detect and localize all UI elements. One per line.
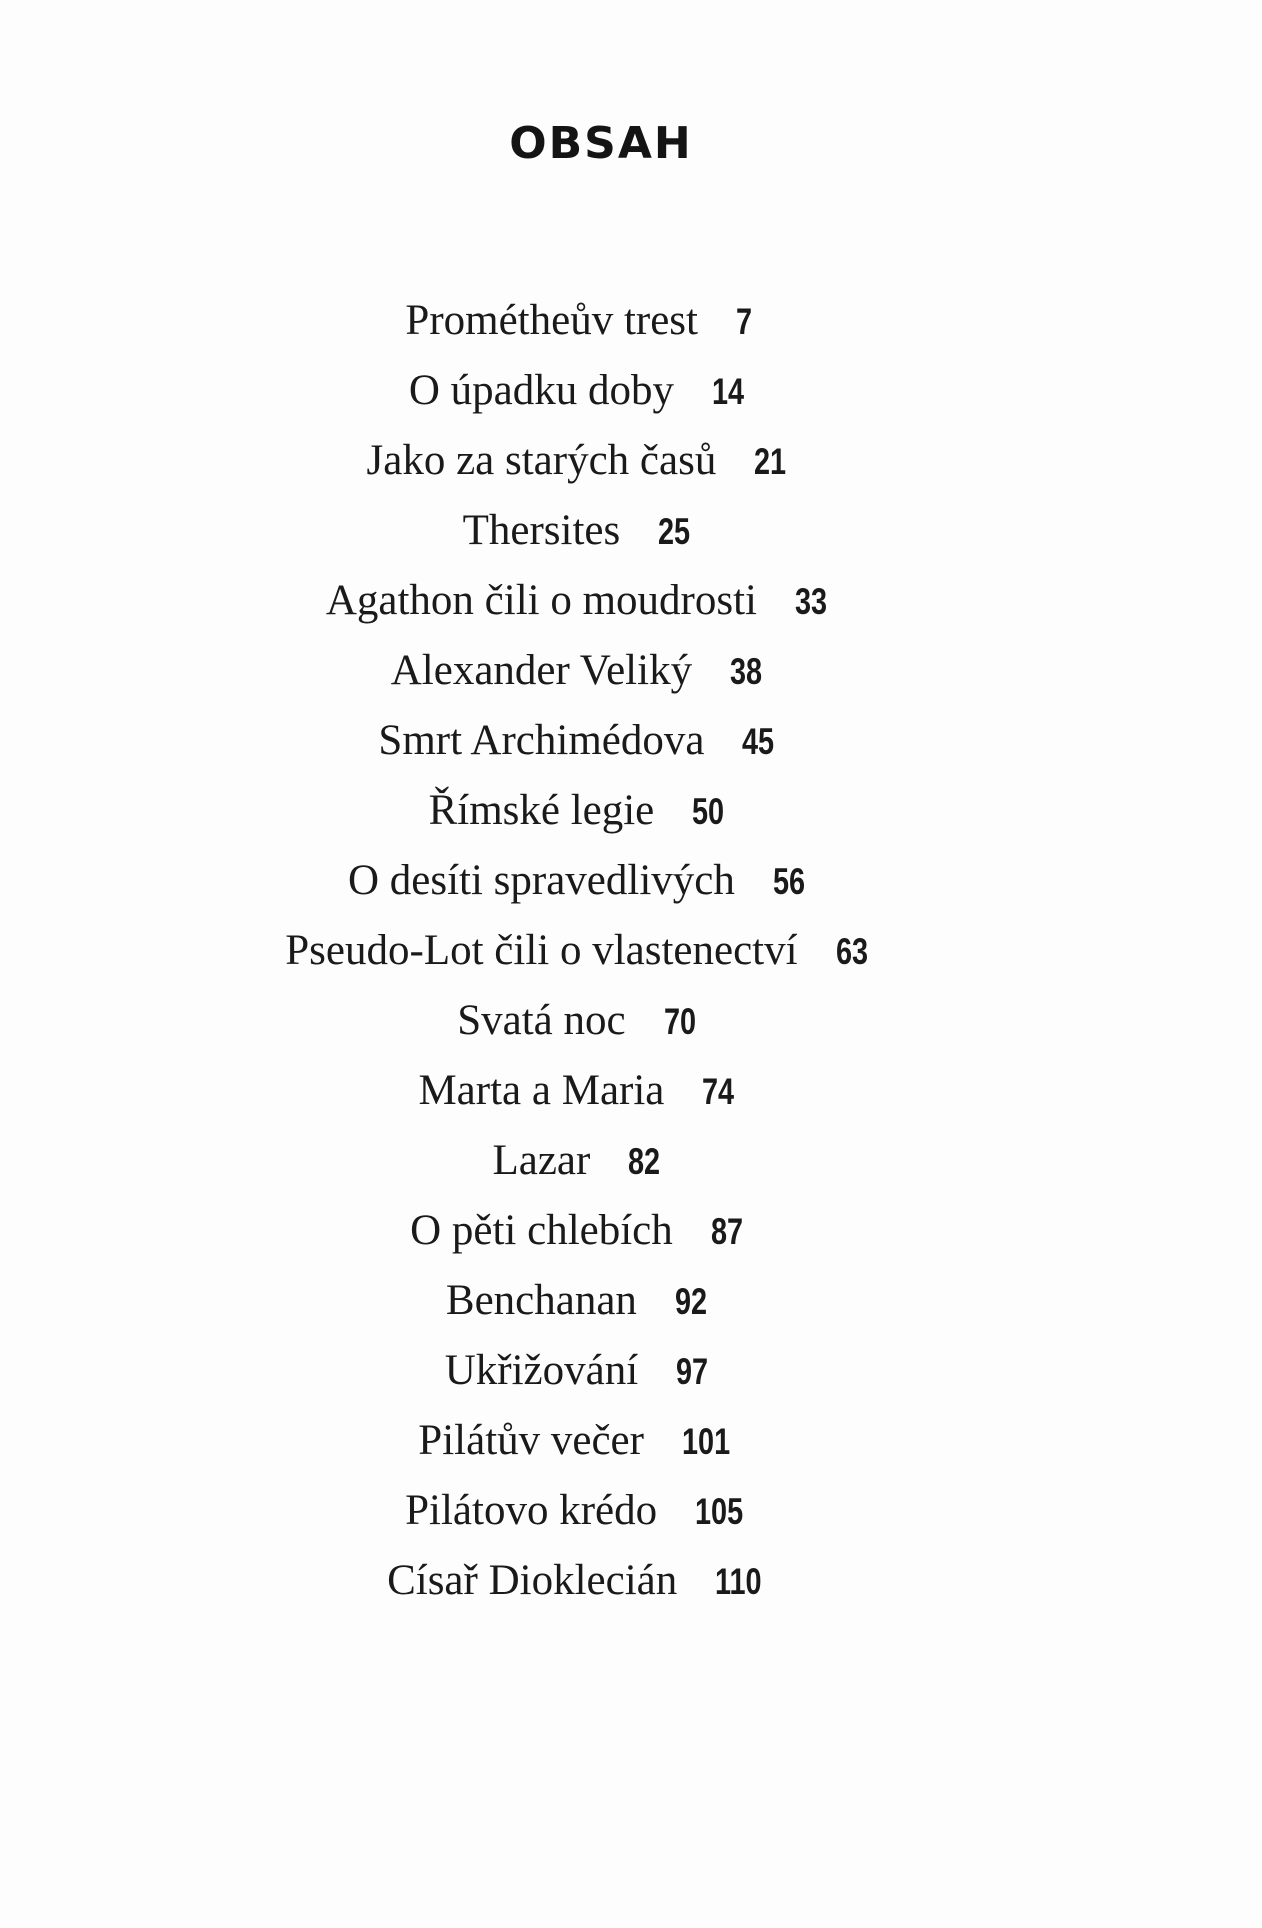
entry-page-number: 101 xyxy=(681,1421,731,1462)
page-title: OBSAH xyxy=(509,118,693,169)
entry-page-number: 87 xyxy=(710,1211,743,1252)
entry-page-number: 25 xyxy=(658,511,691,552)
entry-title: Pilátův večer xyxy=(418,1417,644,1464)
entry-title: Ukřižování xyxy=(444,1347,639,1394)
entry-page-number: 97 xyxy=(676,1351,709,1392)
entry-page-number: 63 xyxy=(835,931,868,972)
entry-title: Smrt Archimédova xyxy=(378,717,705,764)
entry-title: Marta a Maria xyxy=(418,1067,665,1114)
toc-entry[interactable] xyxy=(0,1066,1262,1136)
toc-entry[interactable] xyxy=(0,716,1262,786)
entry-title: Agathon čili o moudrosti xyxy=(325,577,757,624)
entry-title: Pseudo-Lot čili o vlastenectví xyxy=(285,927,798,974)
toc-entry[interactable] xyxy=(0,926,1262,996)
entry-page-number: 45 xyxy=(742,721,775,762)
entry-page-number: 33 xyxy=(795,581,828,622)
toc-entry[interactable] xyxy=(0,1486,1262,1556)
entry-page-number: 21 xyxy=(754,441,787,482)
toc-entry[interactable] xyxy=(0,1276,1262,1346)
toc-entry[interactable] xyxy=(0,1556,1262,1626)
toc-entry[interactable] xyxy=(0,436,1262,506)
entry-title: O úpadku doby xyxy=(408,367,674,414)
toc-entry[interactable] xyxy=(0,1416,1262,1486)
entry-title: Prométheův trest xyxy=(405,297,698,344)
table-of-contents xyxy=(0,296,1262,1626)
toc-entry[interactable] xyxy=(0,366,1262,436)
toc-entry[interactable] xyxy=(0,996,1262,1066)
entry-page-number: 92 xyxy=(674,1281,708,1322)
entry-title: O pěti chlebích xyxy=(410,1207,673,1254)
entry-title: Pilátovo krédo xyxy=(405,1487,658,1534)
toc-entry[interactable] xyxy=(0,856,1262,926)
entry-title: Jako za starých časů xyxy=(366,437,717,484)
toc-entry[interactable] xyxy=(0,646,1262,716)
entry-page-number: 7 xyxy=(736,301,753,342)
entry-page-number: 38 xyxy=(730,651,763,692)
entry-page-number: 70 xyxy=(663,1001,696,1042)
entry-page-number: 105 xyxy=(695,1491,744,1532)
toc-entry[interactable] xyxy=(0,1346,1262,1416)
entry-page-number: 82 xyxy=(628,1141,661,1182)
entry-page-number: 110 xyxy=(715,1561,762,1602)
entry-title: Římské legie xyxy=(428,787,655,834)
entry-page-number: 56 xyxy=(772,861,805,902)
entry-title: Císař Dioklecián xyxy=(387,1557,678,1604)
entry-title: Thersites xyxy=(462,507,621,554)
entry-title: Benchanan xyxy=(445,1277,637,1324)
entry-title: Alexander Veliký xyxy=(390,647,693,694)
entry-title: O desíti spravedlivých xyxy=(347,857,735,904)
entry-page-number: 74 xyxy=(702,1071,735,1112)
toc-entry[interactable] xyxy=(0,1136,1262,1206)
toc-entry[interactable] xyxy=(0,506,1262,576)
entry-title: Lazar xyxy=(492,1137,591,1184)
toc-entry[interactable] xyxy=(0,786,1262,856)
entry-title: Svatá noc xyxy=(457,997,626,1044)
toc-entry[interactable] xyxy=(0,296,1262,366)
entry-page-number: 50 xyxy=(692,791,725,832)
toc-entry[interactable] xyxy=(0,1206,1262,1276)
entry-page-number: 14 xyxy=(711,371,745,412)
toc-entry[interactable] xyxy=(0,576,1262,646)
